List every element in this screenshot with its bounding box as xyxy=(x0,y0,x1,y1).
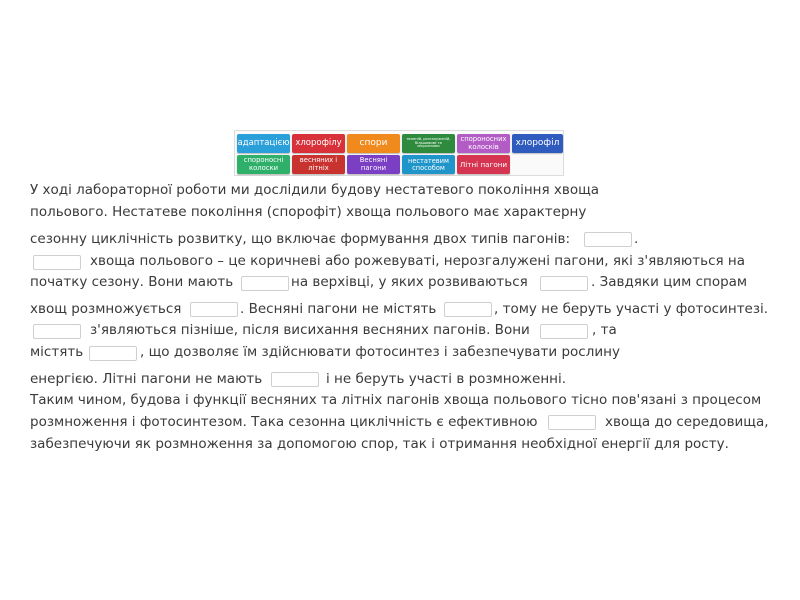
word-tile[interactable]: хлорофілу xyxy=(292,134,345,153)
answer-slot-8[interactable] xyxy=(540,324,588,339)
word-tile[interactable]: спороносних колосків xyxy=(457,134,510,153)
passage-text: . Весняні пагони не містять xyxy=(240,301,437,317)
word-tile[interactable]: зеленій, розгалуженій, більшовимі та мікроплями xyxy=(402,134,455,153)
answer-slot-5[interactable] xyxy=(190,302,238,317)
answer-slot-10[interactable] xyxy=(271,372,319,387)
passage-text: , тому не беруть участі у фотосинтезі. xyxy=(494,301,769,317)
passage-text: , та xyxy=(592,322,617,338)
answer-slot-4[interactable] xyxy=(540,276,588,291)
word-tile[interactable]: спори xyxy=(347,134,400,153)
passage-text: початку сезону. Вони мають xyxy=(30,274,234,290)
passage-text: енергією. Літні пагони не мають xyxy=(30,371,263,387)
answer-slot-6[interactable] xyxy=(444,302,492,317)
answer-slot-7[interactable] xyxy=(33,324,81,339)
word-tile[interactable]: адаптацією xyxy=(237,134,290,153)
passage-text: і не беруть участі в розмноженні. xyxy=(326,371,567,387)
passage-text: на верхівці, у яких розвиваються xyxy=(291,274,528,290)
answer-slot-1[interactable] xyxy=(584,232,632,247)
passage-text: з'являються пізніше, після висихання весняних пагонів. Вони xyxy=(90,322,530,338)
passage-text: У ході лабораторної роботи ми дослідили будову нестатевого покоління хвоща xyxy=(30,182,600,198)
word-tile[interactable]: хлорофіл xyxy=(512,134,563,153)
passage-text: Таким чином, будова і функції весняних та літніх пагонів хвоща польового тісно пов'язані з процесом xyxy=(30,392,762,408)
passage-text: розмноження і фотосинтезом. Така сезонна циклічність є ефективною xyxy=(30,414,538,430)
word-tile[interactable]: весняних і літніх xyxy=(292,155,345,174)
answer-slot-11[interactable] xyxy=(548,415,596,430)
passage-text: хвоща до середовища, xyxy=(605,414,769,430)
passage-text: сезонну циклічність розвитку, що включає формування двох типів пагонів: xyxy=(30,231,570,247)
answer-slot-3[interactable] xyxy=(241,276,289,291)
answer-slot-9[interactable] xyxy=(89,346,137,361)
passage-text: містять xyxy=(30,344,84,360)
passage-text: , що дозволяє їм здійснювати фотосинтез і забезпечувати рослину xyxy=(140,344,620,360)
word-tile[interactable]: Весняні пагони xyxy=(347,155,400,174)
passage-text: польового. Нестатеве покоління (спорофіт) хвоща польового має характерну xyxy=(30,204,587,220)
passage-text: хвощ розмножується xyxy=(30,301,182,317)
passage-text: хвоща польового – це коричневі або рожевуваті, нерозгалужені пагони, які з'являються на xyxy=(90,253,746,269)
word-tile[interactable]: нестатевим способом xyxy=(402,155,455,174)
answer-slot-2[interactable] xyxy=(33,255,81,270)
passage-text: забезпечуючи як розмноження за допомогою спор, так і отримання необхідної енергії для росту. xyxy=(30,436,729,452)
passage-text: . Завдяки цим спорам xyxy=(591,274,748,290)
word-tile[interactable]: Літні пагони xyxy=(457,155,510,174)
word-tile[interactable]: спороносні колоски xyxy=(237,155,290,174)
passage-text: . xyxy=(634,231,639,247)
